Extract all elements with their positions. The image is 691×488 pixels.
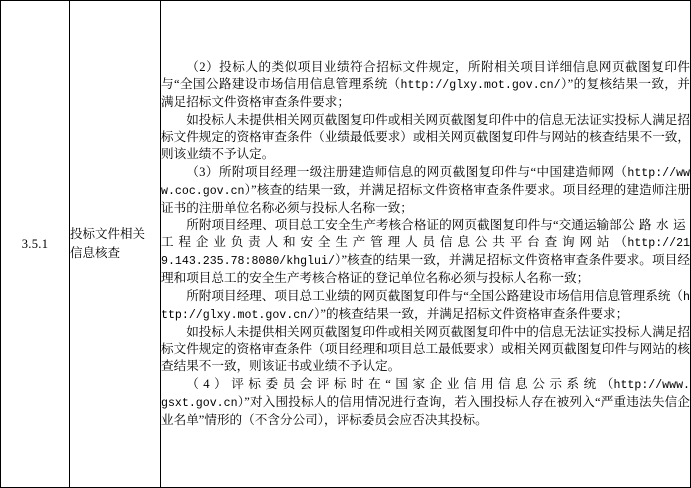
paragraph: [161, 376, 690, 429]
justified-text: 公路水运工程企业负责人和安全生产管理人员信息公共平台查询网站: [161, 218, 691, 250]
text-run: ）”核查的结果一致，并满足招标文件资格审查条件要求。项目经理的建造师注册证书的注册单位名称必须与投标人名称一致；: [161, 182, 690, 215]
paragraph: [161, 59, 690, 112]
url-text: http://glxy.mot.gov.cn/: [161, 290, 690, 322]
text-run: （: [614, 235, 628, 250]
clause-title-line-1: 投标文件相关: [70, 227, 146, 242]
paragraph: [161, 324, 690, 376]
text-run: ）”核查的结果一致，并满足招标文件资格审查条件要求。项目经理和项目总工的安全生产考核合格证的登记单位名称必须与投标人名称一致；: [161, 253, 690, 286]
text-run: ）”对入围投标人的信用情况进行查询，若入围投标人存在被列入“严重违法失信企业名单”情形的（不含分公司），评标委员会应否决其投标。: [161, 394, 690, 427]
clause-title-cell: [70, 1, 161, 488]
paragraph: [161, 288, 690, 324]
clause-body-cell: [161, 1, 691, 488]
paragraph: [161, 164, 690, 217]
text-run: （: [600, 376, 614, 391]
url-text: http://www.gsxt.gov.cn: [161, 378, 691, 410]
clause-number: 3.5.1: [21, 236, 49, 251]
text-run: 所附项目经理、项目总工业绩的网页截图复印件与“全国公路建设市场信用信息管理系统（: [186, 288, 684, 303]
text-run: 如投标人未提供相关网页截图复印件或相关网页截图复印件中的信息无法证实投标人满足招标文件规定的资格审查条件（业绩最低要求）或相关网页截图复印件与网站的核查结果不一致，则该业绩不予认定。: [161, 112, 690, 162]
text-run: 所附项目经理、项目总工安全生产考核合格证的网页截图复印件与“交通运输部: [186, 218, 622, 233]
clause-title-line-2: 信息核查: [70, 246, 121, 260]
url-text: http://glxy.mot.gov.cn/: [400, 79, 561, 93]
table-row: [1, 1, 691, 488]
clause-body-text: [161, 59, 690, 429]
url-text: http://219.143.235.78:8080/khglui/: [161, 237, 690, 269]
clause-number-cell: [1, 1, 70, 488]
text-run: （2）投标人的类似项目业绩符合招标文件规定，所附相关项目详细信息网页截图复印件与“全国公路建设市场信用信息管理系统（: [161, 59, 690, 92]
text-run: ）”的复核结果一致，并满足招标文件资格审查条件要求；: [161, 77, 690, 110]
text-run: （3）所附项目经理一级注册建造师信息的网页截图复印件与“中国建造师网（: [186, 164, 628, 179]
paragraph: [161, 112, 690, 164]
justified-text: （4）评标委员会评标时在“国家企业信用信息公示系统: [186, 376, 601, 391]
text-run: ）”的核查结果一致，并满足招标文件资格审查条件要求；: [314, 306, 629, 321]
text-run: 如投标人未提供相关网页截图复印件或相关网页截图复印件中的信息无法证实投标人满足招标文件规定的资格审查条件（项目经理和项目总工最低要求）或相关网页截图复印件与网站的核查结果不一致，则该证书或业绩不予认定。: [161, 324, 690, 374]
url-text: http://www.coc.gov.cn: [161, 166, 690, 198]
paragraph: [161, 217, 690, 288]
